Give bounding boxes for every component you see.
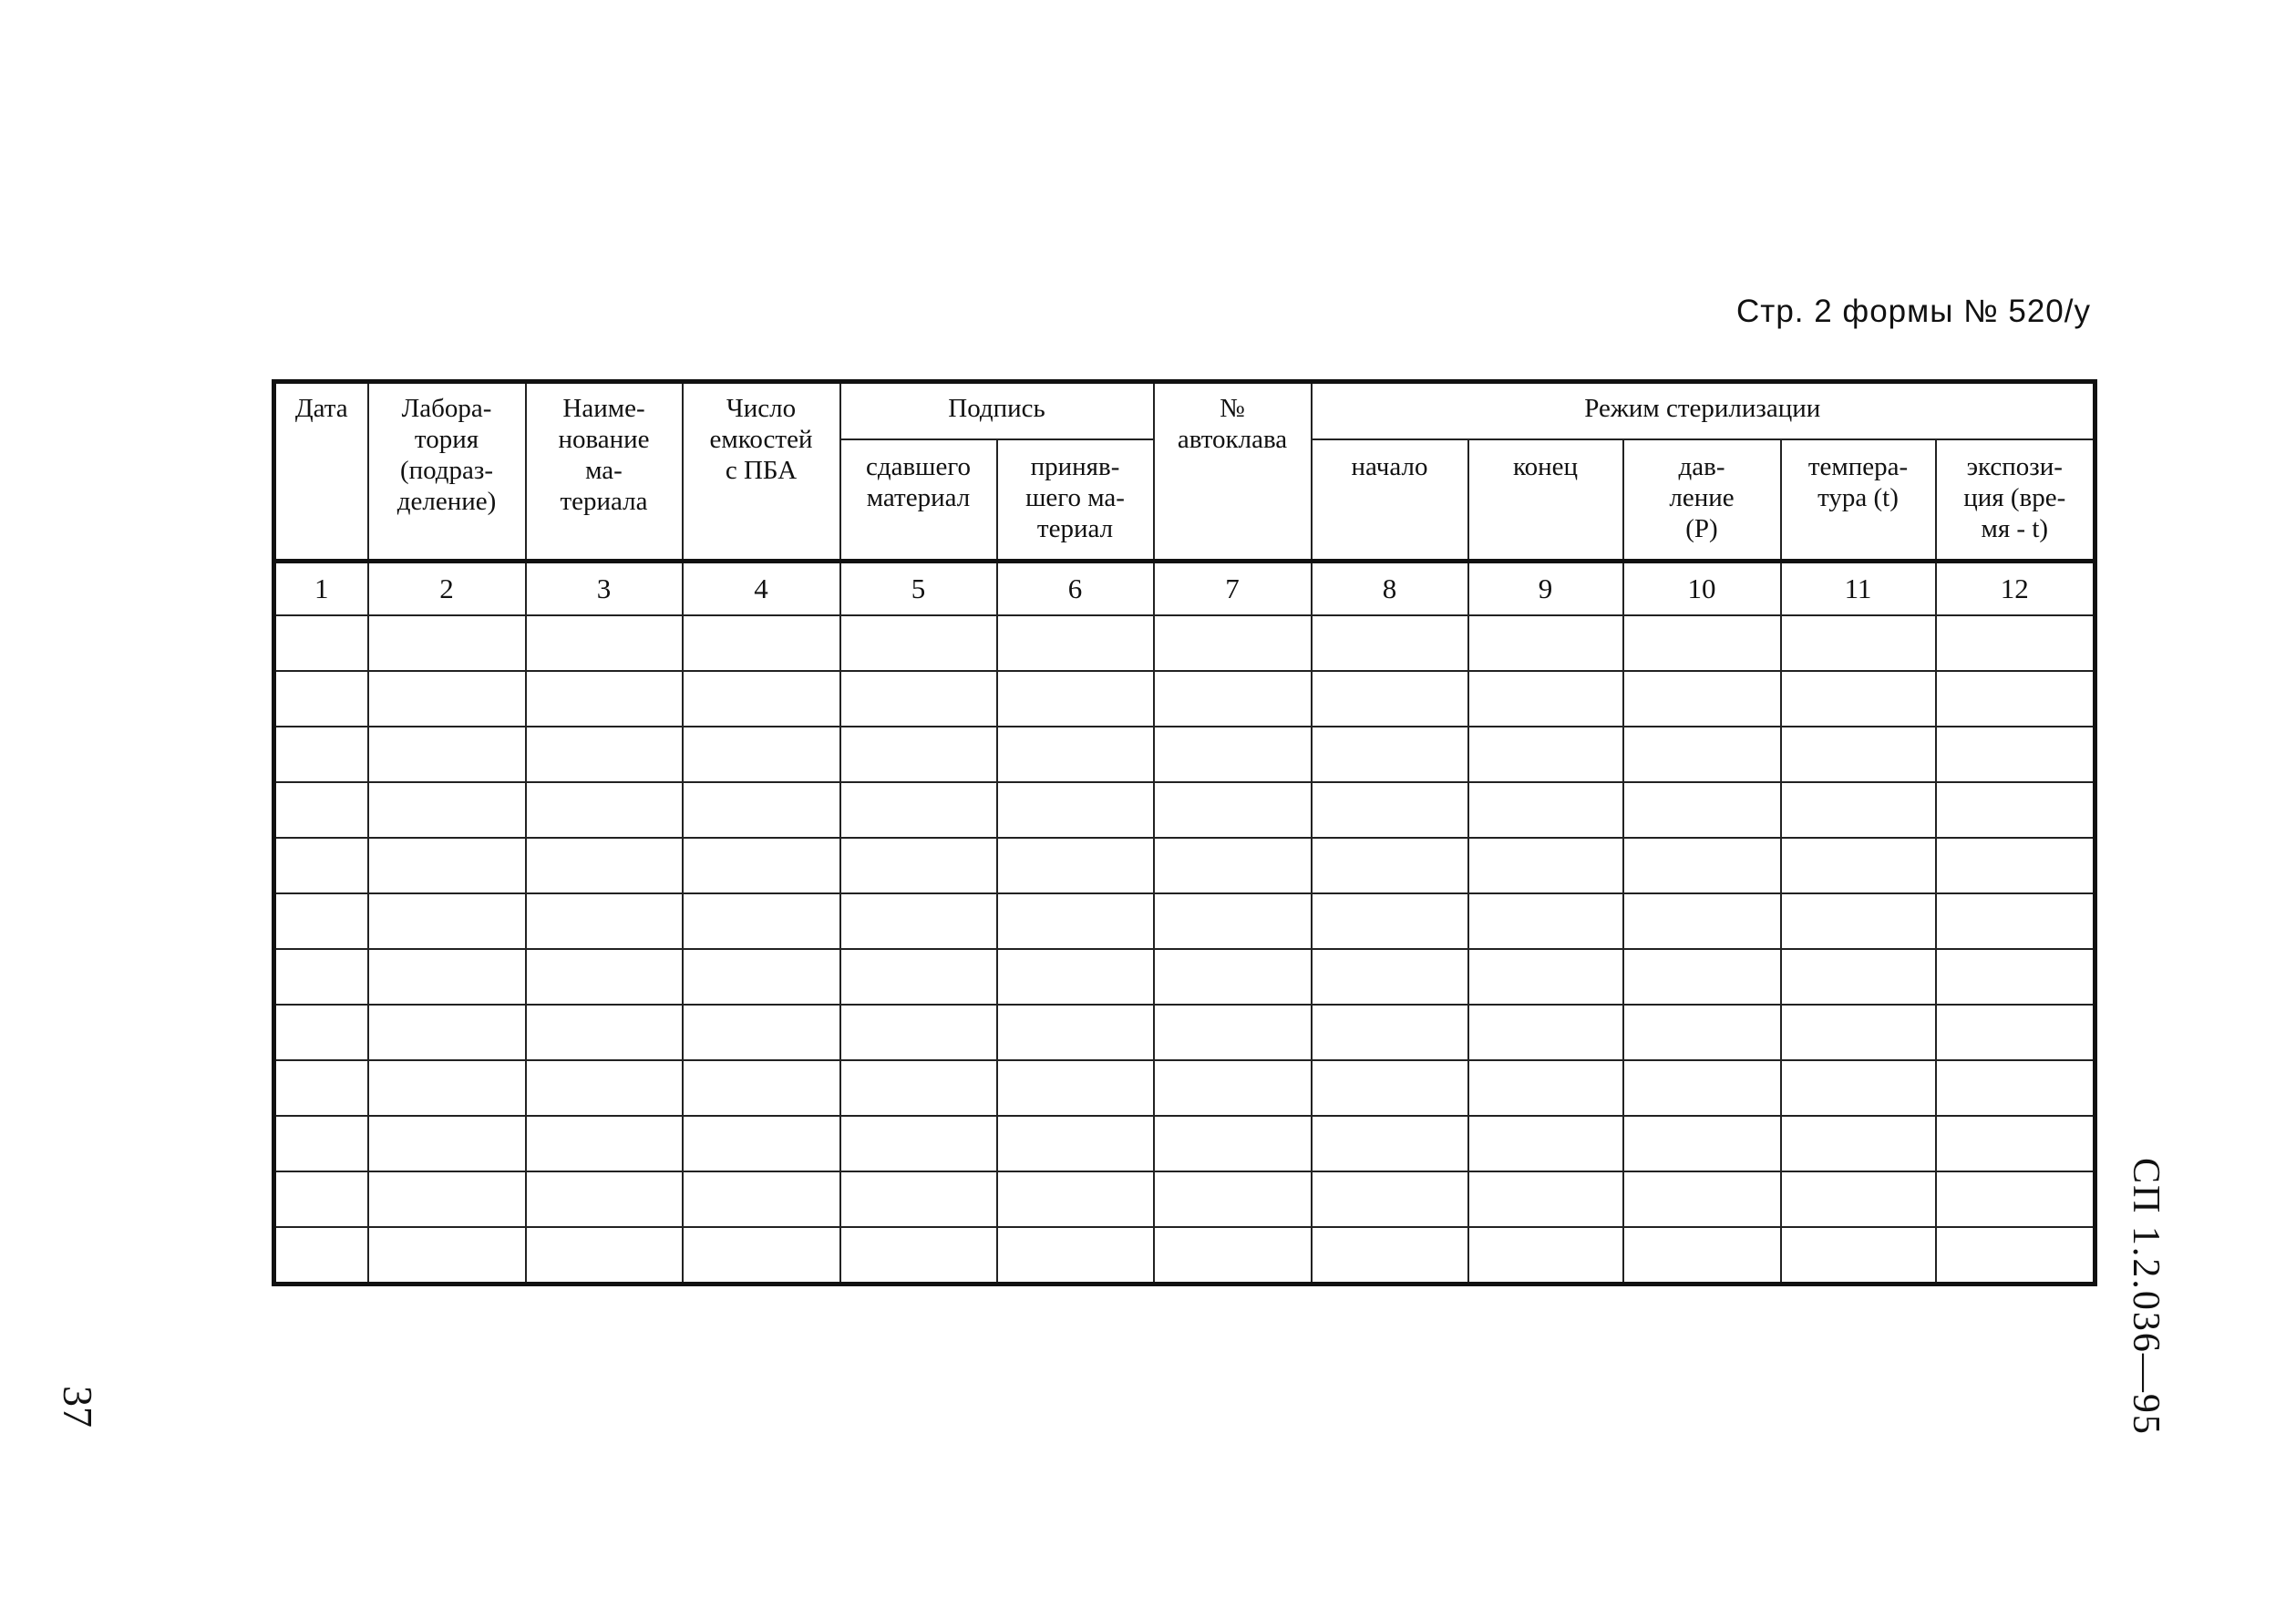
table-cell[interactable] xyxy=(1781,838,1936,893)
table-cell[interactable] xyxy=(683,1227,840,1284)
table-cell[interactable] xyxy=(1936,838,2095,893)
table-cell[interactable] xyxy=(683,782,840,838)
header-date xyxy=(274,382,368,562)
table-cell[interactable] xyxy=(1312,615,1468,671)
table-cell[interactable] xyxy=(1468,838,1623,893)
column-number-cell xyxy=(997,562,1154,616)
header-signature xyxy=(840,382,1154,440)
table-cell[interactable] xyxy=(997,615,1154,671)
table-cell[interactable] xyxy=(368,1227,526,1284)
table-cell[interactable] xyxy=(683,893,840,949)
table-cell[interactable] xyxy=(1468,671,1623,727)
form-caption: Стр. 2 формы № 520/у xyxy=(1736,294,2091,329)
header-temperature-label: темпера- тура (t) xyxy=(1807,452,1909,512)
table-cell[interactable] xyxy=(526,1005,683,1060)
table-cell[interactable] xyxy=(1623,1005,1781,1060)
table-cell[interactable] xyxy=(526,949,683,1005)
table-cell[interactable] xyxy=(997,838,1154,893)
table-cell[interactable] xyxy=(1936,727,2095,782)
table-cell[interactable] xyxy=(274,1116,368,1171)
table-cell[interactable] xyxy=(274,615,368,671)
table-cell[interactable] xyxy=(1936,615,2095,671)
table-cell[interactable] xyxy=(1623,727,1781,782)
header-sig-receiver xyxy=(997,439,1154,562)
table-cell[interactable] xyxy=(1781,949,1936,1005)
table-cell[interactable] xyxy=(997,1227,1154,1284)
header-temperature xyxy=(1781,439,1936,562)
table-cell[interactable] xyxy=(368,1060,526,1116)
table-cell[interactable] xyxy=(1468,949,1623,1005)
table-cell[interactable] xyxy=(1936,671,2095,727)
table-cell[interactable] xyxy=(1312,727,1468,782)
table-row xyxy=(274,1227,2095,1284)
header-start-label: начало xyxy=(1351,452,1428,481)
table-cell[interactable] xyxy=(683,1060,840,1116)
table-cell[interactable] xyxy=(840,782,997,838)
table-cell[interactable] xyxy=(840,727,997,782)
header-exposure xyxy=(1936,439,2095,562)
table-cell[interactable] xyxy=(274,1005,368,1060)
table-cell[interactable] xyxy=(1154,1116,1312,1171)
table-cell[interactable] xyxy=(526,1227,683,1284)
column-number: 10 xyxy=(1687,573,1716,604)
table-cell[interactable] xyxy=(1623,1116,1781,1171)
table-row xyxy=(274,1116,2095,1171)
column-number: 1 xyxy=(314,573,329,604)
table-cell[interactable] xyxy=(368,893,526,949)
table-cell[interactable] xyxy=(683,615,840,671)
table-cell[interactable] xyxy=(1781,615,1936,671)
table-cell[interactable] xyxy=(526,1060,683,1116)
header-regime-label: Режим стерилизации xyxy=(1584,394,1821,423)
table-cell[interactable] xyxy=(1468,1060,1623,1116)
table-cell[interactable] xyxy=(368,1005,526,1060)
table-cell[interactable] xyxy=(997,727,1154,782)
table-cell[interactable] xyxy=(1312,949,1468,1005)
table-cell[interactable] xyxy=(840,615,997,671)
table-cell[interactable] xyxy=(1936,949,2095,1005)
table-row xyxy=(274,838,2095,893)
table-row xyxy=(274,782,2095,838)
table-cell[interactable] xyxy=(368,949,526,1005)
table-cell[interactable] xyxy=(840,838,997,893)
column-number-cell xyxy=(1468,562,1623,616)
table-row xyxy=(274,949,2095,1005)
table-cell[interactable] xyxy=(368,671,526,727)
table-cell[interactable] xyxy=(1781,727,1936,782)
table-cell[interactable] xyxy=(840,1116,997,1171)
table-cell[interactable] xyxy=(1468,1005,1623,1060)
table-row xyxy=(274,671,2095,727)
table-row xyxy=(274,893,2095,949)
table-cell[interactable] xyxy=(1312,838,1468,893)
table-cell[interactable] xyxy=(683,1116,840,1171)
table-cell[interactable] xyxy=(840,1060,997,1116)
table-cell[interactable] xyxy=(1312,893,1468,949)
table-cell[interactable] xyxy=(274,671,368,727)
column-number-cell xyxy=(1781,562,1936,616)
table-cell[interactable] xyxy=(1312,671,1468,727)
column-number: 8 xyxy=(1382,573,1397,604)
table-cell[interactable] xyxy=(1781,671,1936,727)
table-cell[interactable] xyxy=(1468,615,1623,671)
table-cell[interactable] xyxy=(1468,1116,1623,1171)
table-cell[interactable] xyxy=(1936,1060,2095,1116)
table-cell[interactable] xyxy=(1154,1005,1312,1060)
header-sig-sender-label: сдавшего материал xyxy=(865,452,972,512)
table-cell[interactable] xyxy=(1154,727,1312,782)
table-cell[interactable] xyxy=(368,782,526,838)
table-cell[interactable] xyxy=(1781,782,1936,838)
column-number-cell xyxy=(1312,562,1468,616)
column-number: 6 xyxy=(1067,573,1083,604)
table-cell[interactable] xyxy=(683,1171,840,1227)
table-cell[interactable] xyxy=(368,615,526,671)
table-cell[interactable] xyxy=(1781,1060,1936,1116)
table-cell[interactable] xyxy=(1312,1060,1468,1116)
column-number-cell xyxy=(1936,562,2095,616)
table-cell[interactable] xyxy=(1936,782,2095,838)
sterilization-register-table xyxy=(272,379,2097,1286)
table-cell[interactable] xyxy=(526,727,683,782)
header-start xyxy=(1312,439,1468,562)
table-cell[interactable] xyxy=(997,782,1154,838)
header-pressure-label: дав- ление (Р) xyxy=(1669,452,1735,543)
table-row xyxy=(274,727,2095,782)
table-row xyxy=(274,1171,2095,1227)
table-row xyxy=(274,1005,2095,1060)
table-cell[interactable] xyxy=(1623,838,1781,893)
table-cell[interactable] xyxy=(840,1005,997,1060)
table-cell[interactable] xyxy=(1936,1116,2095,1171)
table-cell[interactable] xyxy=(683,838,840,893)
header-pressure xyxy=(1623,439,1781,562)
table-cell[interactable] xyxy=(840,1171,997,1227)
table-cell[interactable] xyxy=(840,1227,997,1284)
column-number-cell xyxy=(683,562,840,616)
table-cell[interactable] xyxy=(1623,1171,1781,1227)
table-cell[interactable] xyxy=(1623,949,1781,1005)
table-cell[interactable] xyxy=(840,893,997,949)
column-number-cell xyxy=(840,562,997,616)
document-code: СП 1.2.036—95 xyxy=(2125,1158,2167,1436)
table-cell[interactable] xyxy=(1781,893,1936,949)
table-cell[interactable] xyxy=(1623,615,1781,671)
column-number: 11 xyxy=(1844,573,1872,604)
table-row xyxy=(274,1060,2095,1116)
header-date-label: Дата xyxy=(294,394,348,423)
table-cell[interactable] xyxy=(997,893,1154,949)
column-number-cell xyxy=(526,562,683,616)
column-number: 3 xyxy=(596,573,612,604)
column-number-cell xyxy=(274,562,368,616)
header-end xyxy=(1468,439,1623,562)
table-cell[interactable] xyxy=(368,1116,526,1171)
table-cell[interactable] xyxy=(368,838,526,893)
table-cell[interactable] xyxy=(1623,893,1781,949)
table-cell[interactable] xyxy=(1312,1171,1468,1227)
table-cell[interactable] xyxy=(526,893,683,949)
table-cell[interactable] xyxy=(683,949,840,1005)
header-end-label: конец xyxy=(1512,452,1579,481)
table-cell[interactable] xyxy=(1623,782,1781,838)
table-cell[interactable] xyxy=(997,1060,1154,1116)
table-cell[interactable] xyxy=(274,782,368,838)
table-cell[interactable] xyxy=(1468,1171,1623,1227)
table-cell[interactable] xyxy=(1623,671,1781,727)
table-cell[interactable] xyxy=(1154,949,1312,1005)
table-cell[interactable] xyxy=(1468,1227,1623,1284)
table-row xyxy=(274,615,2095,671)
table-cell[interactable] xyxy=(274,727,368,782)
table-cell[interactable] xyxy=(997,1171,1154,1227)
table-cell[interactable] xyxy=(526,838,683,893)
table-cell[interactable] xyxy=(1154,1060,1312,1116)
table-cell[interactable] xyxy=(1936,1171,2095,1227)
header-sig-receiver-label: приняв- шего ма- териал xyxy=(1025,452,1125,543)
column-number: 5 xyxy=(911,573,926,604)
column-number: 4 xyxy=(754,573,768,604)
header-lab xyxy=(368,382,526,562)
table-cell[interactable] xyxy=(368,1171,526,1227)
header-regime xyxy=(1312,382,2095,440)
header-autoclave-label: № автоклава xyxy=(1177,394,1288,454)
table-cell[interactable] xyxy=(1623,1227,1781,1284)
table-cell[interactable] xyxy=(1936,893,2095,949)
table-cell[interactable] xyxy=(1781,1227,1936,1284)
table-cell[interactable] xyxy=(1936,1005,2095,1060)
table-cell[interactable] xyxy=(1154,893,1312,949)
table-cell[interactable] xyxy=(1154,838,1312,893)
column-number: 9 xyxy=(1538,573,1553,604)
table-cell[interactable] xyxy=(526,671,683,727)
header-autoclave xyxy=(1154,382,1312,562)
table-cell[interactable] xyxy=(1468,893,1623,949)
table-cell[interactable] xyxy=(526,1171,683,1227)
table-cell[interactable] xyxy=(1468,727,1623,782)
header-material-label: Наиме- нование ма- териала xyxy=(558,394,650,516)
column-number-row xyxy=(274,562,2095,616)
table-cell[interactable] xyxy=(1781,1171,1936,1227)
header-sig-sender xyxy=(840,439,997,562)
header-count-label: Число емкостей с ПБА xyxy=(709,394,813,485)
table-cell[interactable] xyxy=(1154,1227,1312,1284)
table-cell[interactable] xyxy=(997,1116,1154,1171)
table-cell[interactable] xyxy=(997,1005,1154,1060)
header-lab-label: Лабора- тория (подраз- деление) xyxy=(396,394,497,516)
table-cell[interactable] xyxy=(1312,1116,1468,1171)
column-number: 7 xyxy=(1225,573,1240,604)
table-cell[interactable] xyxy=(1154,671,1312,727)
column-number-cell xyxy=(1154,562,1312,616)
column-number-cell xyxy=(368,562,526,616)
table-cell[interactable] xyxy=(683,1005,840,1060)
table-cell[interactable] xyxy=(683,671,840,727)
table-cell[interactable] xyxy=(368,727,526,782)
table-cell[interactable] xyxy=(526,1116,683,1171)
column-number: 2 xyxy=(439,573,454,604)
column-number: 12 xyxy=(2000,573,2029,604)
table-cell[interactable] xyxy=(1312,1005,1468,1060)
header-exposure-label: экспози- ция (вре- мя - t) xyxy=(1963,452,2066,543)
table-cell[interactable] xyxy=(274,949,368,1005)
table-cell[interactable] xyxy=(1154,1171,1312,1227)
table-cell[interactable] xyxy=(274,893,368,949)
table-cell[interactable] xyxy=(1468,782,1623,838)
header-material xyxy=(526,382,683,562)
column-number-cell xyxy=(1623,562,1781,616)
table-cell[interactable] xyxy=(1312,1227,1468,1284)
table-cell[interactable] xyxy=(840,949,997,1005)
table-cell[interactable] xyxy=(840,671,997,727)
table-cell[interactable] xyxy=(1154,615,1312,671)
header-count xyxy=(683,382,840,562)
table-cell[interactable] xyxy=(1781,1116,1936,1171)
table-cell[interactable] xyxy=(1623,1060,1781,1116)
table-cell[interactable] xyxy=(997,949,1154,1005)
table-cell[interactable] xyxy=(274,1060,368,1116)
table-cell[interactable] xyxy=(526,782,683,838)
table-cell[interactable] xyxy=(1781,1005,1936,1060)
page-number: 37 xyxy=(55,1386,101,1428)
table-cell[interactable] xyxy=(683,727,840,782)
table-cell[interactable] xyxy=(526,615,683,671)
table-cell[interactable] xyxy=(1154,782,1312,838)
table-cell[interactable] xyxy=(274,1171,368,1227)
table-cell[interactable] xyxy=(1312,782,1468,838)
table-cell[interactable] xyxy=(1936,1227,2095,1284)
header-signature-label: Подпись xyxy=(948,394,1045,423)
table-cell[interactable] xyxy=(274,838,368,893)
table-cell[interactable] xyxy=(274,1227,368,1284)
table-cell[interactable] xyxy=(997,671,1154,727)
register-body xyxy=(274,562,2095,1284)
